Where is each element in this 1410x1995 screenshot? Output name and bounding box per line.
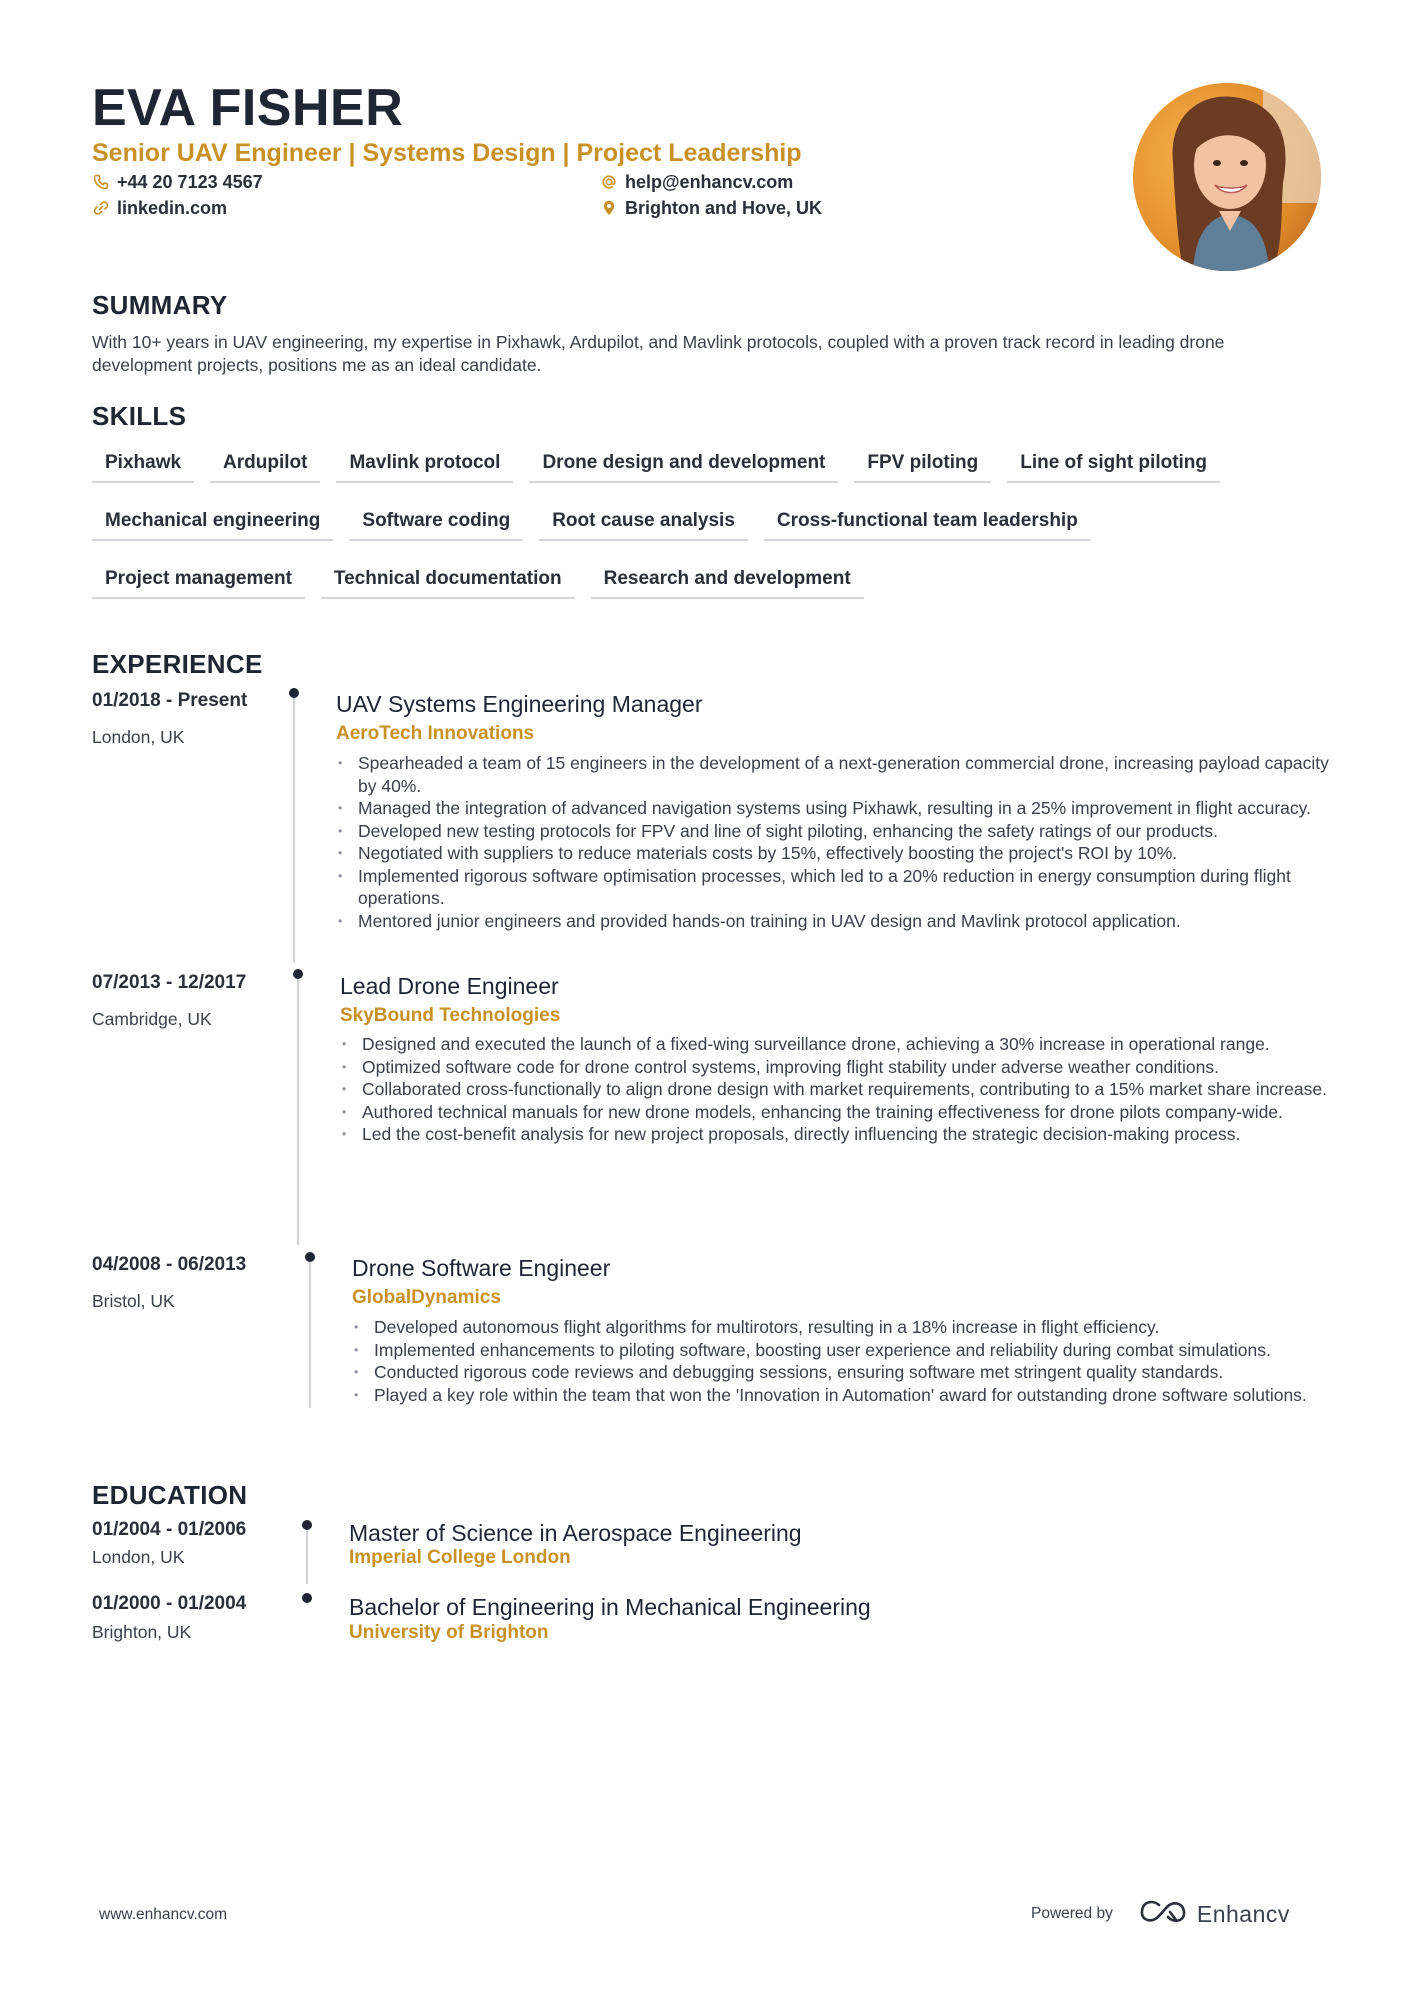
entry-bullets <box>346 1316 1336 1406</box>
bullet-item: • Managed the integration of advanced navigation systems using Pixhawk, resulting in a 25% improvement in flight accuracy. <box>330 797 1330 820</box>
bullet-item: • Implemented enhancements to piloting software, boosting user experience and reliability during combat simulations. <box>346 1339 1336 1362</box>
education-title: EDUCATION <box>92 1480 248 1510</box>
powered-by-label: Powered by <box>1031 1905 1113 1922</box>
entry-date: 01/2000 - 01/2004 <box>92 1593 247 1614</box>
entry-date: 04/2008 - 06/2013 <box>92 1254 247 1275</box>
entry-date: 01/2018 - Present <box>92 690 248 711</box>
skill-tag: Research and development <box>591 562 864 599</box>
summary-text: With 10+ years in UAV engineering, my expertise in Pixhawk, Ardupilot, and Mavlink protocols, coupled with a proven track record in leading drone development projects, positions me as an ideal candidate. <box>92 332 1225 375</box>
phone-icon <box>92 173 110 191</box>
location-text: Brighton and Hove, UK <box>625 198 822 218</box>
skill-tag: FPV piloting <box>854 446 991 483</box>
candidate-name: EVA FISHER <box>92 79 404 137</box>
skill-tag: Root cause analysis <box>539 504 748 541</box>
bullet-item: • Developed autonomous flight algorithms for multirotors, resulting in a 18% increase in flight efficiency. <box>346 1316 1336 1339</box>
entry-location: Brighton, UK <box>92 1622 192 1642</box>
entry-role: Lead Drone Engineer <box>340 973 559 999</box>
skill-tag: Ardupilot <box>210 446 320 483</box>
link-icon <box>92 199 110 217</box>
skills-title: SKILLS <box>92 401 187 431</box>
skill-tag: Mechanical engineering <box>92 504 333 541</box>
skills-list <box>92 446 1332 620</box>
bullet-item: • Negotiated with suppliers to reduce materials costs by 15%, effectively boosting the project's ROI by 10%. <box>330 842 1330 865</box>
bullet-item: • Optimized software code for drone control systems, improving flight stability under adverse weather conditions. <box>334 1056 1334 1079</box>
footer-branding <box>1031 1897 1290 1931</box>
bullet-item: • Designed and executed the launch of a fixed-wing surveillance drone, achieving a 30% increase in operational range. <box>334 1033 1334 1056</box>
timeline-line <box>297 979 299 1245</box>
at-icon <box>600 173 618 191</box>
skill-tag: Drone design and development <box>529 446 838 483</box>
skill-tag: Technical documentation <box>321 562 575 599</box>
bullet-item: • Developed new testing protocols for FPV and line of sight piloting, enhancing the safety ratings of our products. <box>330 820 1330 843</box>
entry-bullets <box>334 1033 1334 1146</box>
profile-photo <box>1133 83 1321 271</box>
education-school: Imperial College London <box>349 1547 571 1568</box>
linkedin-text: linkedin.com <box>117 198 228 218</box>
entry-location: Cambridge, UK <box>92 1009 212 1029</box>
bullet-item: • Implemented rigorous software optimisation processes, which led to a 20% reduction in energy consumption during flight operations. <box>330 865 1330 910</box>
entry-date: 01/2004 - 01/2006 <box>92 1519 247 1540</box>
timeline-dot <box>293 969 303 979</box>
contact-linkedin[interactable] <box>92 197 227 219</box>
skills-row <box>92 446 1332 483</box>
contact-email[interactable] <box>600 171 793 193</box>
entry-role: Drone Software Engineer <box>352 1255 611 1281</box>
bullet-item: • Authored technical manuals for new drone models, enhancing the training effectiveness for drone pilots company-wide. <box>334 1101 1334 1124</box>
skills-row <box>92 562 1332 599</box>
contact-phone <box>92 171 263 193</box>
entry-date: 07/2013 - 12/2017 <box>92 972 247 993</box>
skill-tag: Software coding <box>349 504 523 541</box>
skills-row <box>92 504 1332 541</box>
brand-name: Enhancv <box>1196 1900 1290 1927</box>
footer-website[interactable]: www.enhancv.com <box>99 1906 228 1923</box>
bullet-item: • Mentored junior engineers and provided hands-on training in UAV design and Mavlink protocol application. <box>330 910 1330 933</box>
phone-text: +44 20 7123 4567 <box>117 172 263 192</box>
timeline-line <box>293 698 295 963</box>
entry-company: GlobalDynamics <box>352 1287 501 1308</box>
timeline-dot <box>305 1252 315 1262</box>
summary-title: SUMMARY <box>92 290 228 320</box>
education-school: University of Brighton <box>349 1622 549 1643</box>
contact-location <box>600 197 822 219</box>
entry-location: Bristol, UK <box>92 1291 175 1311</box>
entry-company: AeroTech Innovations <box>336 723 535 744</box>
entry-company: SkyBound Technologies <box>340 1005 561 1026</box>
skill-tag: Pixhawk <box>92 446 194 483</box>
timeline-line <box>309 1262 311 1408</box>
entry-location: London, UK <box>92 1547 185 1567</box>
bullet-item: • Conducted rigorous code reviews and debugging sessions, ensuring software met stringent quality standards. <box>346 1361 1336 1384</box>
education-degree: Master of Science in Aerospace Engineering <box>349 1520 802 1546</box>
skill-tag: Project management <box>92 562 305 599</box>
email-text: help@enhancv.com <box>625 172 794 192</box>
timeline-dot <box>302 1593 312 1603</box>
enhancv-logo-icon <box>1139 1899 1187 1930</box>
bullet-item: • Spearheaded a team of 15 engineers in the development of a next-generation commercial drone, increasing payload capacity by 40%. <box>330 752 1330 797</box>
location-pin-icon <box>600 199 618 217</box>
timeline-line <box>306 1530 308 1584</box>
education-degree: Bachelor of Engineering in Mechanical Engineering <box>349 1594 871 1620</box>
bullet-item: • Led the cost-benefit analysis for new project proposals, directly influencing the strategic decision-making process. <box>334 1123 1334 1146</box>
entry-location: London, UK <box>92 727 185 747</box>
entry-role: UAV Systems Engineering Manager <box>336 691 703 717</box>
bullet-item: • Played a key role within the team that won the 'Innovation in Automation' award for outstanding drone software solutions. <box>346 1384 1336 1407</box>
skill-tag: Line of sight piloting <box>1007 446 1220 483</box>
entry-bullets <box>330 752 1330 932</box>
skill-tag: Cross-functional team leadership <box>764 504 1091 541</box>
timeline-dot <box>289 688 299 698</box>
candidate-headline: Senior UAV Engineer | Systems Design | Project Leadership <box>92 139 802 167</box>
skill-tag: Mavlink protocol <box>336 446 513 483</box>
experience-title: EXPERIENCE <box>92 649 263 679</box>
timeline-dot <box>302 1520 312 1530</box>
bullet-item: • Collaborated cross-functionally to align drone design with market requirements, contributing to a 15% market share increase. <box>334 1078 1334 1101</box>
